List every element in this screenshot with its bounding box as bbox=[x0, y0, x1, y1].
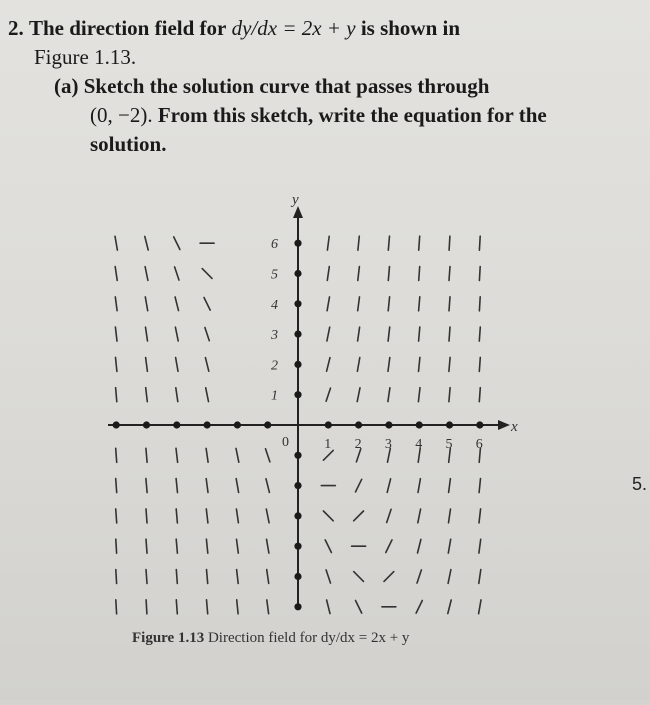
slope-segment bbox=[419, 357, 420, 371]
y-axis-dot bbox=[294, 270, 301, 277]
slope-segment bbox=[479, 509, 481, 523]
x-axis-dot bbox=[476, 421, 483, 428]
slope-segment bbox=[479, 570, 481, 584]
slope-segment bbox=[237, 570, 239, 584]
caption-text: Direction field for dy/dx = 2x + y bbox=[207, 630, 410, 646]
slope-segment bbox=[479, 267, 480, 281]
slope-segment bbox=[206, 448, 208, 462]
slope-segment bbox=[327, 297, 329, 311]
x-axis-dot bbox=[234, 421, 241, 428]
slope-segment bbox=[116, 539, 117, 553]
slope-segment bbox=[145, 236, 148, 250]
origin-label: 0 bbox=[282, 435, 289, 450]
slope-segment bbox=[449, 267, 450, 281]
slope-segment bbox=[388, 388, 390, 402]
slope-segment bbox=[356, 479, 362, 492]
slope-segment bbox=[176, 448, 178, 462]
y-axis-dot bbox=[294, 573, 301, 580]
x-axis-dot bbox=[416, 421, 423, 428]
x-axis-dot bbox=[204, 421, 211, 428]
problem-intro-end: is shown in bbox=[360, 16, 461, 40]
x-axis-dot bbox=[355, 421, 362, 428]
slope-segment bbox=[449, 236, 450, 250]
slope-segment bbox=[388, 267, 389, 281]
x-tick-label: 2 bbox=[354, 437, 362, 452]
slope-segment bbox=[116, 570, 117, 584]
slope-segment bbox=[204, 298, 210, 311]
slope-segment bbox=[146, 448, 147, 462]
slope-segment bbox=[327, 267, 329, 281]
x-tick-label: 3 bbox=[384, 437, 392, 452]
slope-segment bbox=[206, 539, 207, 553]
slope-segment bbox=[205, 358, 208, 372]
x-axis-dot bbox=[385, 421, 392, 428]
margin-problem-number: 5. bbox=[632, 474, 648, 494]
x-axis-arrow bbox=[498, 420, 510, 430]
slope-segment bbox=[448, 539, 450, 553]
slope-segment bbox=[175, 297, 178, 311]
slope-segment bbox=[417, 570, 421, 583]
slope-segment bbox=[419, 297, 420, 311]
slope-segment bbox=[387, 509, 391, 522]
slope-segment bbox=[176, 600, 177, 614]
slope-segment bbox=[176, 479, 177, 493]
part-a-label: (a) bbox=[54, 74, 79, 98]
axes bbox=[108, 192, 518, 608]
y-tick-label: 3 bbox=[271, 328, 278, 344]
part-a-text-1: Sketch the solution curve that passes through bbox=[83, 74, 490, 98]
problem-equation: dy/dx = 2x + y bbox=[231, 16, 356, 40]
slope-segment bbox=[236, 479, 238, 493]
slope-segment bbox=[326, 388, 330, 401]
slope-segment bbox=[358, 297, 360, 311]
slope-segment bbox=[449, 297, 450, 311]
slope-segment bbox=[115, 297, 117, 311]
slope-segment bbox=[266, 479, 269, 493]
y-axis-dot bbox=[294, 452, 301, 459]
slope-segment bbox=[237, 539, 239, 553]
slope-segment bbox=[115, 327, 117, 341]
y-axis-dot bbox=[294, 391, 301, 398]
slope-segment bbox=[205, 328, 209, 341]
slope-segment bbox=[267, 600, 269, 614]
slope-segment bbox=[479, 600, 481, 614]
slope-segment bbox=[116, 509, 117, 523]
slope-segment bbox=[479, 539, 481, 553]
y-tick-label: 6 bbox=[271, 237, 278, 253]
slope-segment bbox=[145, 297, 147, 311]
slope-segment bbox=[418, 388, 420, 402]
slope-segment bbox=[206, 388, 209, 402]
slope-segment bbox=[116, 357, 117, 371]
problem-number: 2. bbox=[8, 16, 24, 40]
slope-segment bbox=[146, 327, 148, 341]
slope-segment bbox=[387, 479, 390, 493]
problem-figure-ref: Figure 1.13. bbox=[34, 45, 137, 69]
slope-segment bbox=[325, 540, 331, 553]
slope-segment bbox=[327, 358, 330, 372]
slope-segment bbox=[115, 236, 117, 250]
slope-segment bbox=[358, 327, 360, 341]
slope-segment bbox=[175, 267, 179, 280]
slope-segment bbox=[418, 539, 421, 553]
slope-segment bbox=[116, 388, 117, 402]
y-axis-dot bbox=[294, 482, 301, 489]
x-axis-dot bbox=[446, 421, 453, 428]
slope-segment bbox=[267, 570, 269, 584]
slope-segment bbox=[146, 539, 147, 553]
slope-segment bbox=[237, 600, 238, 614]
slope-segment bbox=[145, 267, 148, 281]
caption-label: Figure 1.13 bbox=[132, 630, 205, 646]
slope-segment bbox=[449, 509, 451, 523]
part-a-point: (0, −2). bbox=[90, 103, 153, 127]
slope-segment bbox=[236, 509, 238, 523]
slope-segment bbox=[327, 600, 330, 614]
slope-segment bbox=[116, 600, 117, 614]
slope-segment bbox=[146, 509, 147, 523]
slope-segment bbox=[202, 269, 212, 279]
part-a-text-2: From this sketch, write the equation for the bbox=[157, 103, 547, 127]
slope-segment bbox=[266, 509, 269, 523]
slope-segment bbox=[267, 539, 269, 553]
problem-intro: The direction field for bbox=[29, 16, 227, 40]
slope-segment bbox=[175, 327, 178, 341]
slope-segment bbox=[176, 570, 177, 584]
slope-segment bbox=[388, 236, 389, 250]
slope-segment bbox=[266, 449, 270, 462]
slope-segment bbox=[327, 327, 330, 341]
slope-segment bbox=[206, 509, 208, 523]
slope-segment bbox=[116, 479, 117, 493]
slope-segment bbox=[326, 570, 330, 583]
slope-segment bbox=[479, 388, 480, 402]
y-tick-label: 2 bbox=[271, 358, 278, 374]
slope-segment bbox=[174, 237, 180, 250]
slope-segment bbox=[146, 600, 147, 614]
y-axis-dot bbox=[294, 300, 301, 307]
slope-segment bbox=[479, 297, 480, 311]
slope-segment bbox=[388, 297, 389, 311]
slope-segment bbox=[146, 358, 148, 372]
slope-segment bbox=[419, 267, 420, 281]
x-axis-dot bbox=[113, 421, 120, 428]
x-axis-dot bbox=[173, 421, 180, 428]
slope-segment bbox=[354, 511, 364, 521]
slope-segment bbox=[419, 327, 420, 341]
slope-segment bbox=[115, 267, 117, 281]
x-tick-label: 6 bbox=[475, 437, 483, 452]
x-axis-dot bbox=[325, 421, 332, 428]
slope-segment bbox=[358, 236, 359, 250]
slope-segment bbox=[357, 388, 360, 402]
x-tick-label: 1 bbox=[324, 437, 332, 452]
x-tick-label: 4 bbox=[415, 437, 423, 452]
slope-segment bbox=[116, 448, 117, 462]
slope-segment bbox=[479, 479, 480, 493]
slope-segment bbox=[358, 267, 360, 281]
slope-segment bbox=[356, 601, 362, 614]
slope-segment bbox=[176, 358, 178, 372]
slope-segment bbox=[418, 479, 420, 493]
slope-segment bbox=[176, 539, 177, 553]
y-axis-dot bbox=[294, 361, 301, 368]
slope-segment bbox=[419, 236, 420, 250]
y-tick-label: 1 bbox=[271, 388, 278, 404]
y-axis-dot bbox=[294, 240, 301, 247]
y-axis-dot bbox=[294, 331, 301, 338]
slope-segment bbox=[386, 540, 392, 553]
slope-segment bbox=[479, 327, 480, 341]
slope-segment bbox=[146, 479, 147, 493]
slope-segment bbox=[176, 388, 178, 402]
x-tick-label: 5 bbox=[445, 437, 453, 452]
x-axis-dot bbox=[143, 421, 150, 428]
y-axis-label: y bbox=[292, 192, 299, 208]
y-axis-dot bbox=[294, 543, 301, 550]
slope-segment bbox=[206, 479, 208, 493]
part-a-text-3: solution. bbox=[90, 132, 167, 156]
slope-segment bbox=[416, 601, 422, 614]
slope-segment bbox=[479, 236, 480, 250]
y-tick-label: 5 bbox=[271, 267, 278, 283]
slope-segment bbox=[354, 572, 364, 582]
slope-segment bbox=[146, 388, 148, 402]
y-axis-dot bbox=[294, 512, 301, 519]
figure-caption bbox=[132, 630, 409, 647]
slope-segment bbox=[236, 448, 239, 462]
slope-segment bbox=[449, 327, 450, 341]
y-axis-dot bbox=[294, 603, 301, 610]
slope-segment bbox=[449, 357, 450, 371]
slope-segment bbox=[207, 570, 208, 584]
slope-segment bbox=[448, 600, 451, 614]
y-tick-label: 4 bbox=[271, 297, 278, 313]
slope-segment bbox=[327, 236, 329, 250]
slope-segment bbox=[323, 511, 333, 521]
slope-segment bbox=[479, 357, 480, 371]
slope-segment bbox=[146, 570, 147, 584]
slope-segment bbox=[388, 358, 390, 372]
x-axis-label: x bbox=[511, 419, 518, 435]
slope-segment bbox=[448, 570, 451, 584]
slope-segment bbox=[357, 358, 359, 372]
slope-segment bbox=[449, 388, 450, 402]
x-axis-dot bbox=[264, 421, 271, 428]
tick-labels bbox=[270, 237, 483, 452]
slope-segment bbox=[384, 572, 394, 582]
slope-segment bbox=[388, 327, 390, 341]
slope-segment bbox=[176, 509, 177, 523]
slope-segment bbox=[418, 509, 421, 523]
slope-segment bbox=[449, 479, 451, 493]
slope-segment bbox=[207, 600, 208, 614]
